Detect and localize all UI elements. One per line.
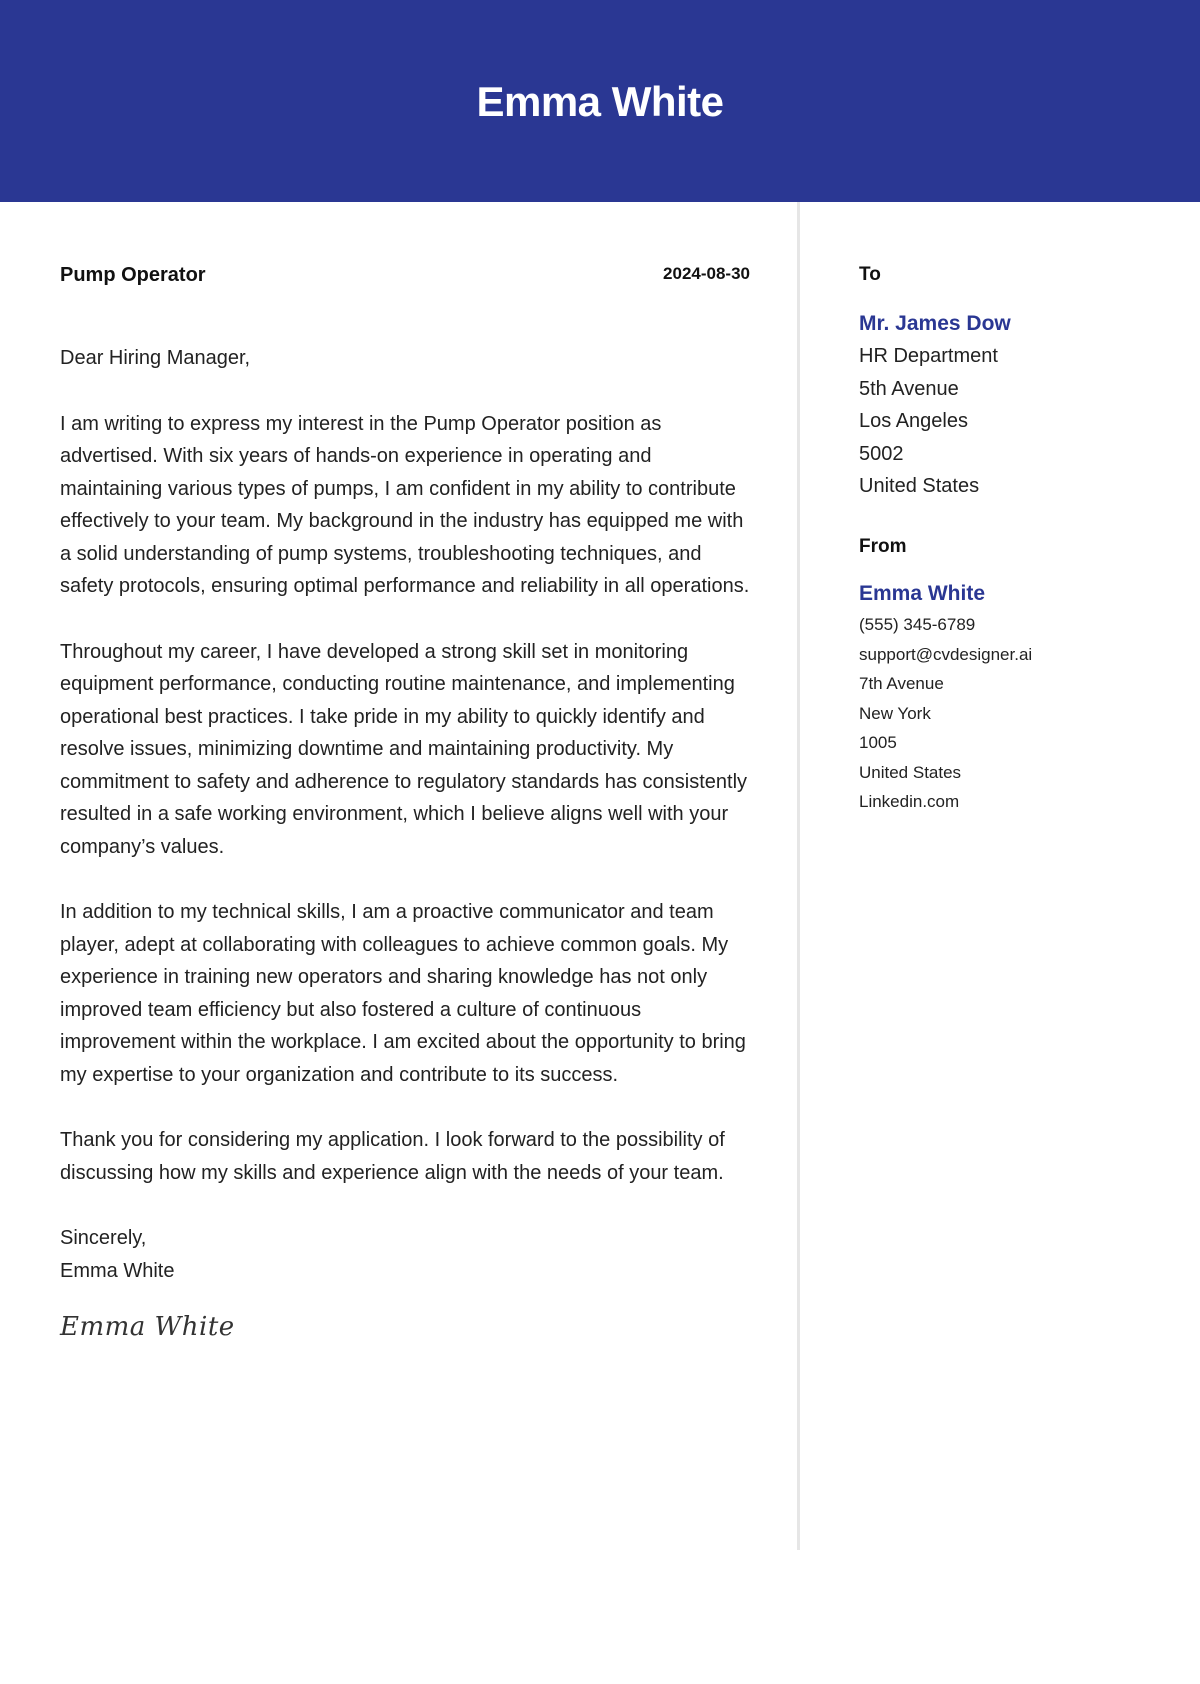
sender-name: Emma White (859, 582, 986, 605)
recipient-street: 5th Avenue (859, 377, 959, 400)
paragraph-3: In addition to my technical skills, I am a proactive communicator and team player, adept at collaborating with colleagues to achieve common goals. My experience in training new operators and sharing knowledge has not only improved team efficiency but also fostered a culture of continuous improvement within the workplace. I am excited about the opportunity to bring my expertise to your organization and contribute to its success. (60, 901, 746, 1086)
header-banner (0, 0, 1200, 202)
applicant-name-heading: Emma White (476, 78, 724, 125)
sender-block (859, 578, 1032, 817)
column-divider (797, 202, 800, 1550)
from-label: From (859, 536, 907, 557)
recipient-city: Los Angeles (859, 410, 968, 432)
sender-country: United States (859, 762, 962, 782)
sender-phone[interactable]: (555) 345-6789 (859, 615, 976, 634)
recipient-name: Mr. James Dow (859, 312, 1011, 335)
sender-city: New York (859, 703, 931, 723)
paragraph-2: Throughout my career, I have developed a strong skill set in monitoring equipment performance, conducting routine maintenance, and implementing operational best practices. I take pride in my ability to quickly identify and resolve issues, minimizing downtime and maintaining productivity. My commitment to safety and adherence to regulatory standards has consistently resulted in a safe working environment, which I believe aligns well with your company’s values. (60, 640, 748, 858)
recipient-block (859, 308, 1011, 503)
recipient-country: United States (859, 475, 980, 497)
sender-website-link[interactable]: Linkedin.com (859, 792, 960, 811)
paragraph-1: I am writing to express my interest in the Pump Operator position as advertised. With six years of hands-on experience in operating and maintaining various types of pumps, I am confident in my ability to contribute effectively to your team. My background in the industry has equipped me with a solid understanding of pump systems, troubleshooting techniques, and safety protocols, ensuring optimal performance and reliability in all operations. (60, 412, 750, 597)
to-label: To (859, 264, 881, 285)
closing-name: Emma White (60, 1259, 175, 1282)
letter-date: 2024-08-30 (663, 264, 750, 283)
closing: Sincerely, (60, 1227, 147, 1249)
letter-body (60, 342, 750, 1344)
sender-email[interactable]: support@cvdesigner.ai (859, 644, 1033, 664)
paragraph-4: Thank you for considering my application. I look forward to the possibility of discussing how my skills and experience align with the needs of your team. (60, 1129, 725, 1184)
recipient-postal-code: 5002 (859, 442, 904, 465)
job-title: Pump Operator (60, 264, 206, 286)
salutation: Dear Hiring Manager, (60, 347, 251, 369)
recipient-department: HR Department (859, 345, 998, 367)
handwritten-signature: Emma White (60, 1312, 235, 1342)
sender-postal-code: 1005 (859, 733, 897, 752)
sender-street: 7th Avenue (859, 674, 944, 693)
